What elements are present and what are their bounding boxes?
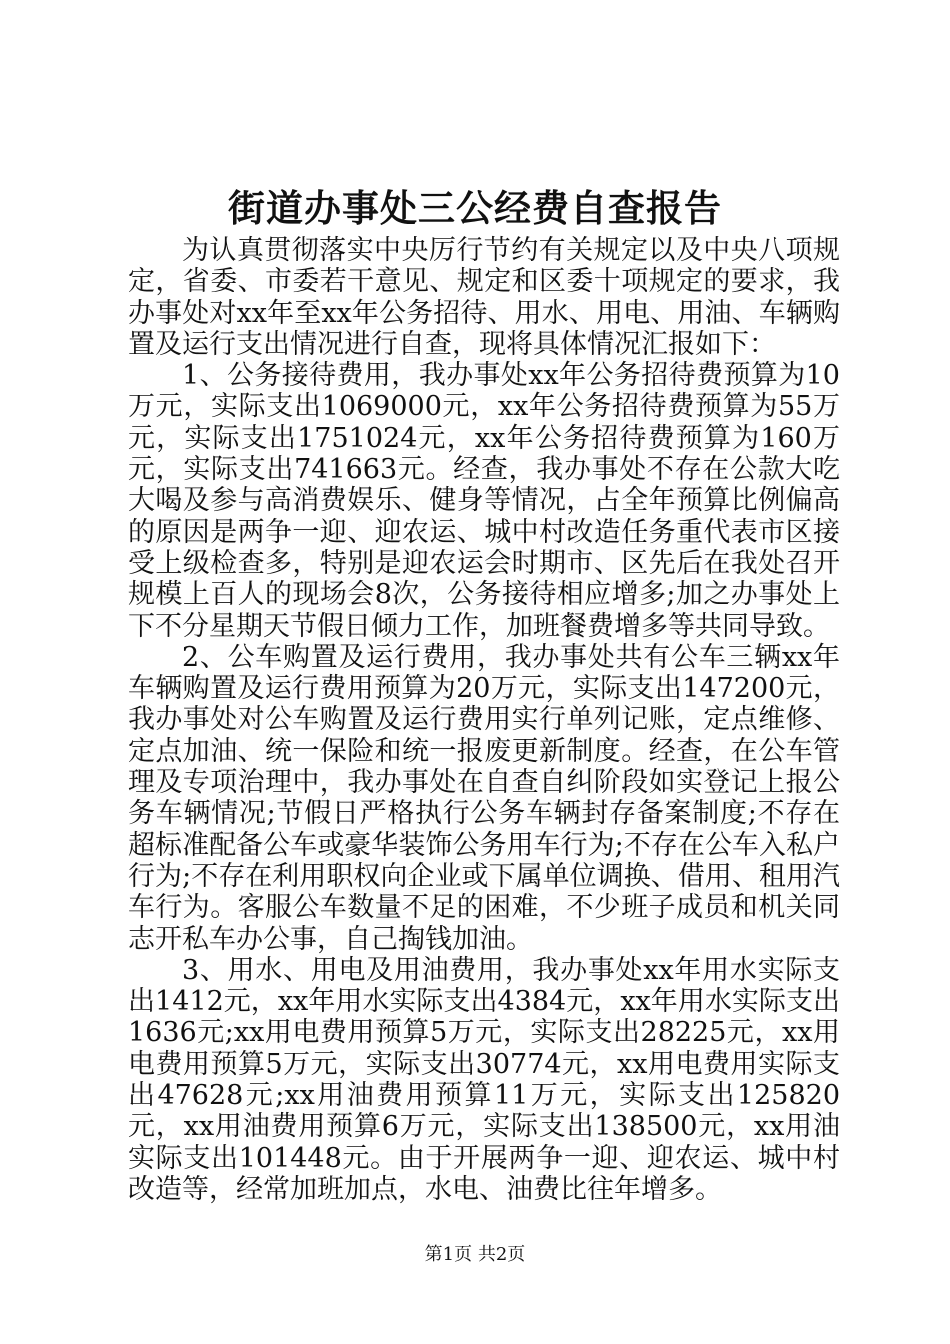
paragraph-utility-expenses: 3、用水、用电及用油费用，我办事处xx年用水实际支出1412元，xx年用水实际支出4384元，xx年用水实际支出1636元;xx用电费用预算5万元，实际支出28225元，xx用电费用预算5万元，实际支出30774元，xx用电费用实际支出47628元;xx用油费用预算11万元，实际支出125820元，xx用油费用预算6万元，实际支出138500元，xx用油实际支出101448元。由于开展两争一迎、迎农运、城中村改造等，经常加班加点，水电、油费比往年增多。 [128,954,840,1205]
paragraph-reception-expenses: 1、公务接待费用，我办事处xx年公务招待费预算为10万元，实际支出1069000元，xx年公务招待费预算为55万元，实际支出1751024元，xx年公务招待费预算为160万元，实际支出741663元。经查，我办事处不存在公款大吃大喝及参与高消费娱乐、健身等情况，占全年预算比例偏高的原因是两争一迎、迎农运、城中村改造任务重代表市区接受上级检查多，特别是迎农运会时期市、区先后在我处召开规模上百人的现场会8次，公务接待相应增多;加之办事处上下不分星期天节假日倾力工作，加班餐费增多等共同导致。 [128,360,840,642]
paragraph-vehicle-expenses: 2、公车购置及运行费用，我办事处共有公车三辆xx年车辆购置及运行费用预算为20万元，实际支出147200元，我办事处对公车购置及运行费用实行单列记账，定点维修、定点加油、统一保险和统一报废更新制度。经查，在公车管理及专项治理中，我办事处在自查自纠阶段如实登记上报公务车辆情况;节假日严格执行公务车辆封存备案制度;不存在超标准配备公车或豪华装饰公务用车行为;不存在公车入私户行为;不存在利用职权向企业或下属单位调换、借用、租用汽车行为。客服公车数量不足的困难，不少班子成员和机关同志开私车办公事，自己掏钱加油。 [128,641,840,955]
page-footer: 第1页 共2页 [424,1244,526,1265]
document-title: 街道办事处三公经费自查报告 [228,186,722,230]
paragraph-intro: 为认真贯彻落实中央厉行节约有关规定以及中央八项规定，省委、市委若干意见、规定和区委十项规定的要求，我办事处对xx年至xx年公务招待、用水、用电、用油、车辆购置及运行支出情况进行自查，现将具体情况汇报如下： [128,235,840,360]
document-body [128,235,840,1205]
